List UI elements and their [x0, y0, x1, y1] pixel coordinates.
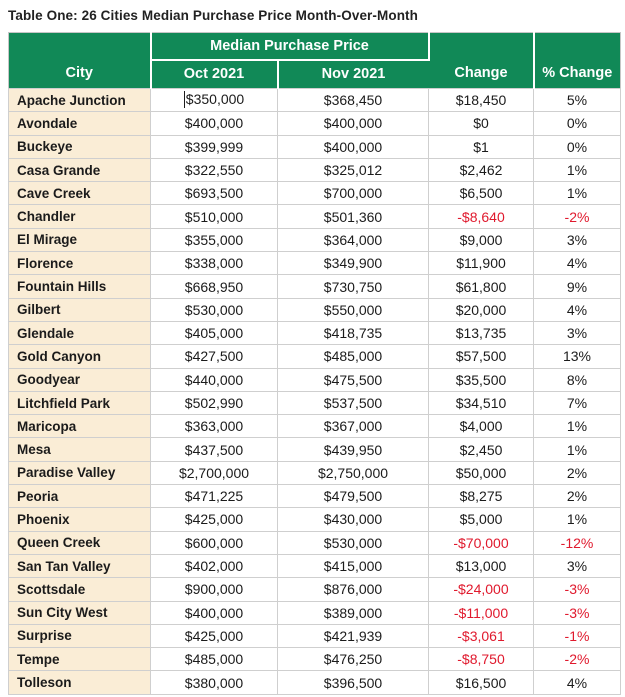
- median-price-table: [8, 32, 621, 695]
- change-cell: $61,800: [429, 275, 534, 298]
- table-row: [9, 112, 621, 135]
- nov-2021-cell: $475,500: [278, 368, 429, 391]
- pct-change-cell: 4%: [534, 252, 621, 275]
- pct-change-cell: 8%: [534, 368, 621, 391]
- oct-2021-cell: $471,225: [151, 485, 278, 508]
- city-cell: Buckeye: [9, 135, 151, 158]
- city-cell: Cave Creek: [9, 182, 151, 205]
- table-row: [9, 554, 621, 577]
- table-row: [9, 508, 621, 531]
- nov-2021-cell: $700,000: [278, 182, 429, 205]
- nov-2021-cell: $501,360: [278, 205, 429, 228]
- change-cell: $9,000: [429, 228, 534, 251]
- change-cell: $0: [429, 112, 534, 135]
- pct-change-cell: -2%: [534, 648, 621, 671]
- table-row: [9, 182, 621, 205]
- city-cell: Phoenix: [9, 508, 151, 531]
- oct-2021-cell: $350,000: [151, 89, 278, 112]
- oct-2021-cell: $425,000: [151, 508, 278, 531]
- change-cell: $4,000: [429, 415, 534, 438]
- oct-2021-cell: $380,000: [151, 671, 278, 694]
- nov-2021-cell: $439,950: [278, 438, 429, 461]
- oct-2021-cell: $900,000: [151, 578, 278, 601]
- table-row: [9, 415, 621, 438]
- change-cell: -$24,000: [429, 578, 534, 601]
- table-row: [9, 461, 621, 484]
- change-cell: $2,450: [429, 438, 534, 461]
- oct-2021-cell: $405,000: [151, 321, 278, 344]
- nov-2021-cell: $876,000: [278, 578, 429, 601]
- change-cell: $13,000: [429, 554, 534, 577]
- pct-change-cell: 1%: [534, 508, 621, 531]
- pct-change-cell: 1%: [534, 158, 621, 181]
- table-row: [9, 298, 621, 321]
- city-cell: Casa Grande: [9, 158, 151, 181]
- oct-2021-cell: $668,950: [151, 275, 278, 298]
- pct-change-cell: 5%: [534, 89, 621, 112]
- city-cell: San Tan Valley: [9, 554, 151, 577]
- city-cell: Goodyear: [9, 368, 151, 391]
- change-cell: -$8,640: [429, 205, 534, 228]
- column-header-oct-2021: Oct 2021: [151, 60, 278, 89]
- nov-2021-cell: $421,939: [278, 624, 429, 647]
- change-cell: $34,510: [429, 391, 534, 414]
- city-cell: El Mirage: [9, 228, 151, 251]
- oct-2021-cell: $530,000: [151, 298, 278, 321]
- table-row: [9, 578, 621, 601]
- city-cell: Scottsdale: [9, 578, 151, 601]
- nov-2021-cell: $367,000: [278, 415, 429, 438]
- pct-change-cell: 0%: [534, 112, 621, 135]
- pct-change-cell: 4%: [534, 671, 621, 694]
- table-header: [9, 33, 621, 89]
- pct-change-cell: 3%: [534, 554, 621, 577]
- nov-2021-cell: $730,750: [278, 275, 429, 298]
- pct-change-cell: 2%: [534, 461, 621, 484]
- change-cell: -$3,061: [429, 624, 534, 647]
- table-row: [9, 391, 621, 414]
- pct-change-cell: 1%: [534, 415, 621, 438]
- pct-change-cell: -1%: [534, 624, 621, 647]
- header-row-group: [9, 33, 621, 60]
- table-row: [9, 624, 621, 647]
- nov-2021-cell: $479,500: [278, 485, 429, 508]
- page-title: Table One: 26 Cities Median Purchase Price Month-Over-Month: [8, 8, 418, 23]
- pct-change-cell: 1%: [534, 438, 621, 461]
- pct-change-cell: 1%: [534, 182, 621, 205]
- column-header-change: Change: [429, 33, 534, 89]
- pct-change-cell: 9%: [534, 275, 621, 298]
- pct-change-cell: 0%: [534, 135, 621, 158]
- city-cell: Chandler: [9, 205, 151, 228]
- table-row: [9, 135, 621, 158]
- oct-2021-cell: $355,000: [151, 228, 278, 251]
- change-cell: -$70,000: [429, 531, 534, 554]
- city-cell: Tolleson: [9, 671, 151, 694]
- change-cell: $8,275: [429, 485, 534, 508]
- change-cell: $6,500: [429, 182, 534, 205]
- oct-2021-cell: $402,000: [151, 554, 278, 577]
- change-cell: $50,000: [429, 461, 534, 484]
- change-cell: $5,000: [429, 508, 534, 531]
- city-cell: Tempe: [9, 648, 151, 671]
- change-cell: $13,735: [429, 321, 534, 344]
- change-cell: $20,000: [429, 298, 534, 321]
- city-cell: Maricopa: [9, 415, 151, 438]
- nov-2021-cell: $550,000: [278, 298, 429, 321]
- table-row: [9, 89, 621, 112]
- city-cell: Avondale: [9, 112, 151, 135]
- change-cell: $18,450: [429, 89, 534, 112]
- table-row: [9, 158, 621, 181]
- table-row: [9, 275, 621, 298]
- city-cell: Sun City West: [9, 601, 151, 624]
- city-cell: Gilbert: [9, 298, 151, 321]
- city-cell: Surprise: [9, 624, 151, 647]
- change-cell: $11,900: [429, 252, 534, 275]
- pct-change-cell: 3%: [534, 228, 621, 251]
- nov-2021-cell: $485,000: [278, 345, 429, 368]
- oct-2021-cell: $485,000: [151, 648, 278, 671]
- nov-2021-cell: $400,000: [278, 112, 429, 135]
- nov-2021-cell: $389,000: [278, 601, 429, 624]
- pct-change-cell: 3%: [534, 321, 621, 344]
- change-cell: $2,462: [429, 158, 534, 181]
- pct-change-cell: 13%: [534, 345, 621, 368]
- nov-2021-cell: $396,500: [278, 671, 429, 694]
- change-cell: $57,500: [429, 345, 534, 368]
- pct-change-cell: -2%: [534, 205, 621, 228]
- oct-2021-cell: $400,000: [151, 601, 278, 624]
- table-row: [9, 321, 621, 344]
- city-cell: Peoria: [9, 485, 151, 508]
- nov-2021-cell: $349,900: [278, 252, 429, 275]
- city-cell: Queen Creek: [9, 531, 151, 554]
- oct-2021-cell: $2,700,000: [151, 461, 278, 484]
- change-cell: -$11,000: [429, 601, 534, 624]
- column-header-city: City: [9, 33, 151, 89]
- change-cell: $35,500: [429, 368, 534, 391]
- nov-2021-cell: $418,735: [278, 321, 429, 344]
- pct-change-cell: -3%: [534, 601, 621, 624]
- oct-2021-cell: $437,500: [151, 438, 278, 461]
- table-row: [9, 252, 621, 275]
- change-cell: -$8,750: [429, 648, 534, 671]
- table-row: [9, 345, 621, 368]
- oct-2021-cell: $399,999: [151, 135, 278, 158]
- change-cell: $16,500: [429, 671, 534, 694]
- table-row: [9, 648, 621, 671]
- oct-2021-cell: $322,550: [151, 158, 278, 181]
- table-row: [9, 368, 621, 391]
- pct-change-cell: -3%: [534, 578, 621, 601]
- pct-change-cell: 2%: [534, 485, 621, 508]
- table-body: [9, 89, 621, 695]
- change-cell: $1: [429, 135, 534, 158]
- nov-2021-cell: $368,450: [278, 89, 429, 112]
- column-header-nov-2021: Nov 2021: [278, 60, 429, 89]
- table-row: [9, 485, 621, 508]
- pct-change-cell: 7%: [534, 391, 621, 414]
- city-cell: Litchfield Park: [9, 391, 151, 414]
- city-cell: Apache Junction: [9, 89, 151, 112]
- pct-change-cell: 4%: [534, 298, 621, 321]
- table-row: [9, 601, 621, 624]
- oct-2021-cell: $440,000: [151, 368, 278, 391]
- oct-2021-cell: $502,990: [151, 391, 278, 414]
- city-cell: Paradise Valley: [9, 461, 151, 484]
- table-row: [9, 228, 621, 251]
- oct-2021-cell: $427,500: [151, 345, 278, 368]
- nov-2021-cell: $430,000: [278, 508, 429, 531]
- oct-2021-cell: $510,000: [151, 205, 278, 228]
- oct-2021-cell: $600,000: [151, 531, 278, 554]
- nov-2021-cell: $325,012: [278, 158, 429, 181]
- nov-2021-cell: $400,000: [278, 135, 429, 158]
- table-row: [9, 205, 621, 228]
- oct-2021-cell: $400,000: [151, 112, 278, 135]
- city-cell: Glendale: [9, 321, 151, 344]
- nov-2021-cell: $537,500: [278, 391, 429, 414]
- table-row: [9, 531, 621, 554]
- nov-2021-cell: $530,000: [278, 531, 429, 554]
- nov-2021-cell: $415,000: [278, 554, 429, 577]
- nov-2021-cell: $364,000: [278, 228, 429, 251]
- city-cell: Fountain Hills: [9, 275, 151, 298]
- city-cell: Mesa: [9, 438, 151, 461]
- city-cell: Florence: [9, 252, 151, 275]
- oct-2021-cell: $693,500: [151, 182, 278, 205]
- pct-change-cell: -12%: [534, 531, 621, 554]
- city-cell: Gold Canyon: [9, 345, 151, 368]
- nov-2021-cell: $476,250: [278, 648, 429, 671]
- oct-2021-cell: $363,000: [151, 415, 278, 438]
- table-row: [9, 671, 621, 694]
- oct-2021-cell: $425,000: [151, 624, 278, 647]
- table-row: [9, 438, 621, 461]
- nov-2021-cell: $2,750,000: [278, 461, 429, 484]
- oct-2021-cell: $338,000: [151, 252, 278, 275]
- column-header-pct-change: % Change: [534, 33, 621, 89]
- column-group-header: Median Purchase Price: [151, 33, 429, 60]
